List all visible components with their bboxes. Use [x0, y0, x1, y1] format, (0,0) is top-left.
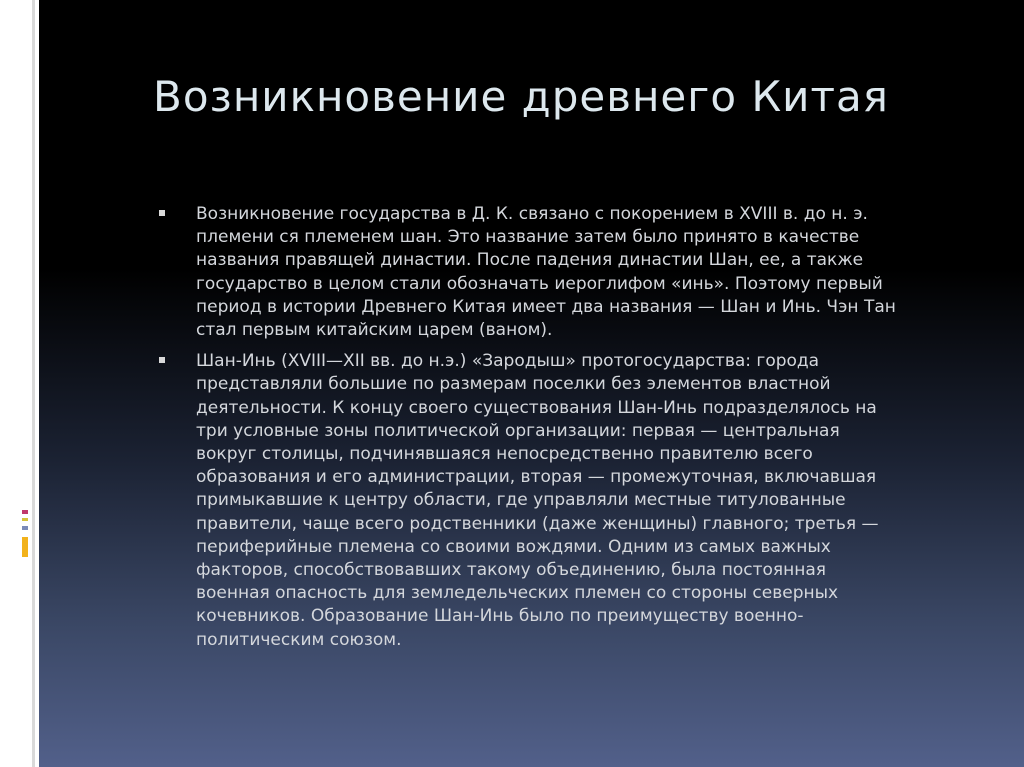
text-line: образования и его администрации, вторая — промежуточная, включавшая: [196, 467, 877, 488]
text-line: кочевников. Образование Шан-Инь было по преимуществу военно-: [196, 606, 804, 627]
text-line: Возникновение государства в Д. К. связано с покорением в XVIII в. до н. э.: [196, 204, 868, 224]
bullet-list: [157, 203, 1007, 660]
text-line: названия правящей династии. После падения династии Шан, ее, а также: [196, 250, 864, 271]
text-line: период в истории Древнего Китая имеет два названия — Шан и Инь. Чэн Тан: [196, 296, 896, 317]
accent-stripe-orange: [22, 537, 28, 557]
text-line: вокруг столицы, подчинявшаяся непосредственно правителю всего: [196, 444, 813, 465]
text-line: племени ся племенем шан. Это название затем было принято в качестве: [196, 227, 860, 248]
bullet-text-1: [196, 203, 1007, 342]
accent-stripe-yellow: [22, 518, 28, 521]
text-line: представляли большие по размерам поселки без элементов властной: [196, 374, 831, 395]
text-line: Шан-Инь (XVIII—XII вв. до н.э.) «Зародыш» протогосударства: города: [196, 351, 820, 372]
text-line: военная опасность для земледельческих племен со стороны северных: [196, 583, 839, 604]
text-line: периферийные племена со своими вождями. Одним из самых важных: [196, 536, 831, 557]
slide: [39, 0, 1024, 767]
accent-stripe-magenta: [22, 510, 28, 514]
bullet-item-1: [157, 203, 1007, 342]
bullet-item-2: [157, 350, 1007, 652]
slide-edge-line: [32, 0, 35, 767]
text-line: факторов, способствовавших такому объединению, была постоянная: [196, 560, 826, 581]
text-line: политическим союзом.: [196, 629, 402, 650]
text-line: государство в целом стали обозначать иероглифом «инь». Поэтому первый: [196, 273, 883, 294]
square-bullet-icon: [159, 357, 165, 363]
text-line: деятельности. К концу своего существования Шан-Инь подразделялось на: [196, 397, 877, 418]
text-line: примыкавшие к центру области, где управляли местные титулованные: [196, 490, 846, 511]
accent-stripe-blue: [22, 526, 28, 530]
text-line: три условные зоны политической организации: первая — центральная: [196, 420, 840, 441]
text-line: правители, чаще всего родственники (даже женщины) главного; третья —: [196, 513, 879, 534]
slide-title: Возникновение древнего Китая: [153, 72, 889, 121]
bullet-text-2: [196, 350, 1007, 652]
text-line: стал первым китайским царем (ваном).: [196, 320, 553, 341]
square-bullet-icon: [159, 210, 165, 216]
